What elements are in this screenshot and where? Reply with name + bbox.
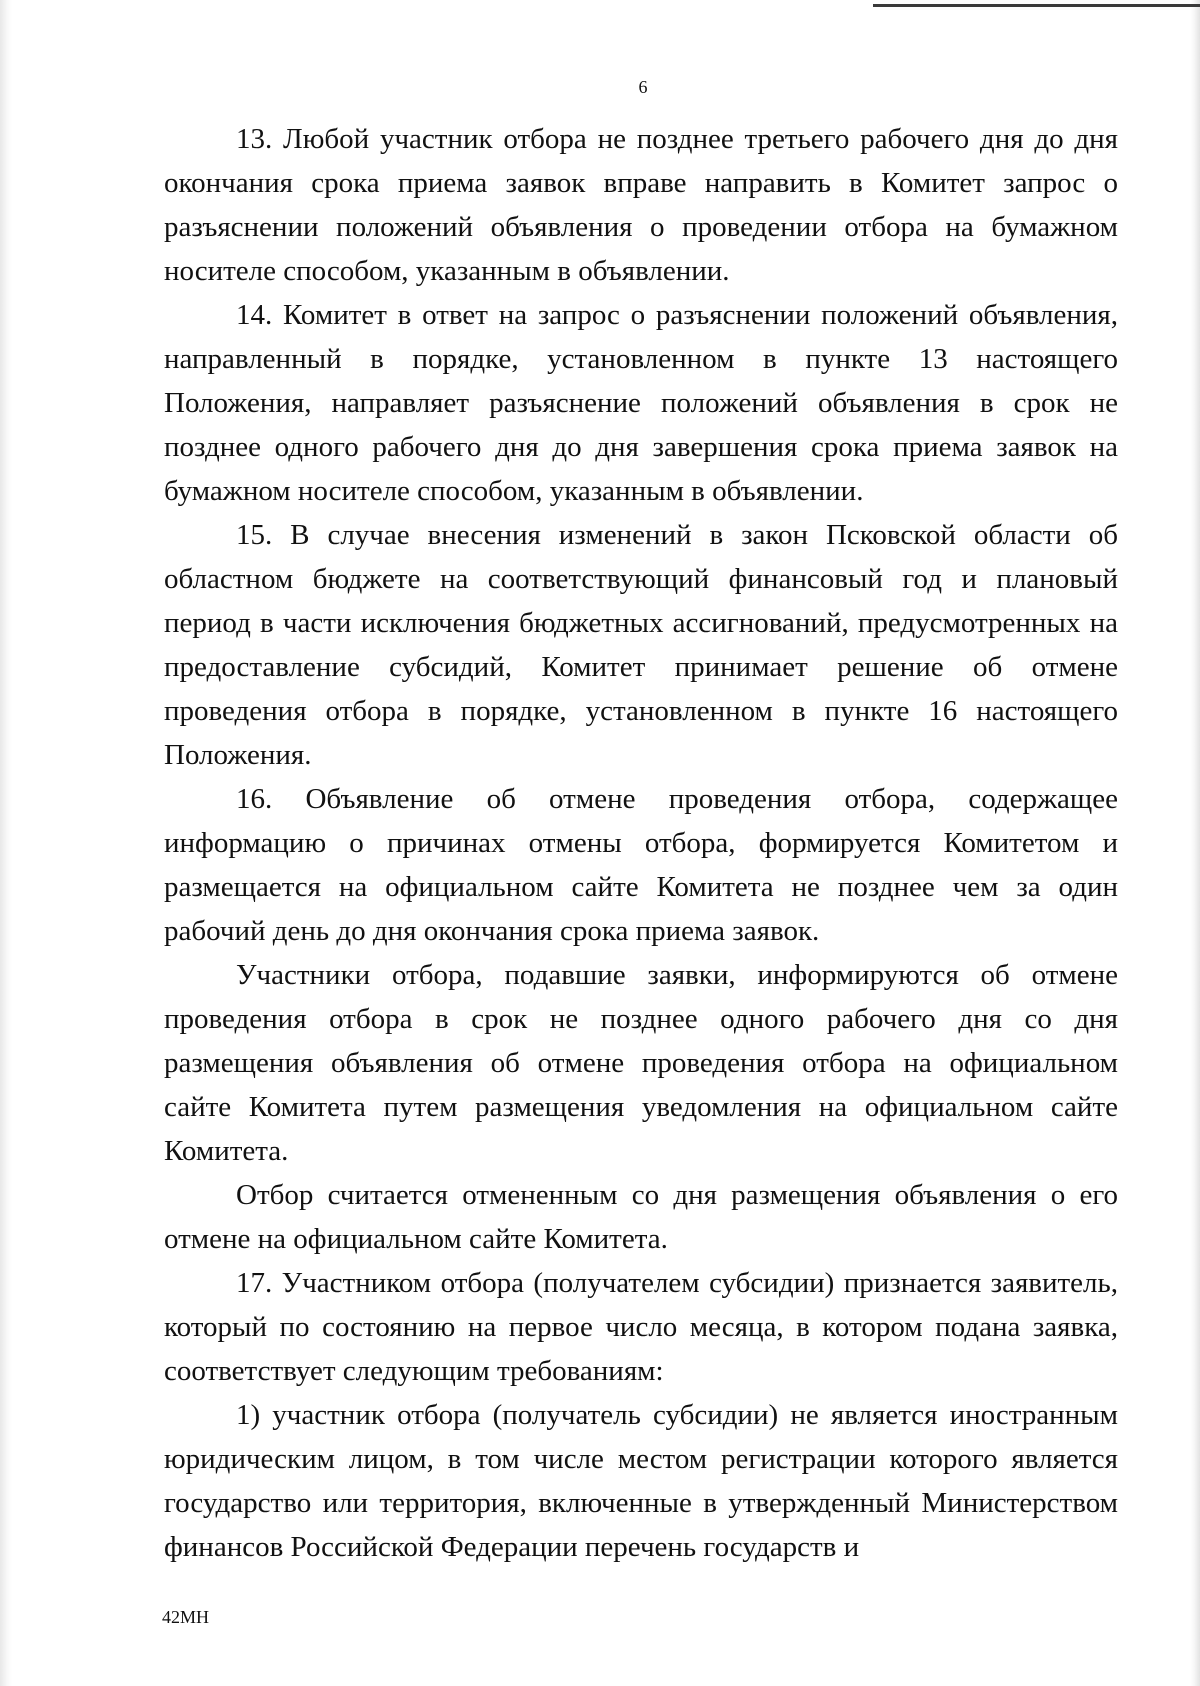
scan-shadow-right	[1190, 0, 1200, 1686]
paragraph-17: 17. Участником отбора (получателем субсидии) признается заявитель, который по состоянию на первое число месяца, в котором подана заявка, соответствует следующим требованиям:	[164, 1267, 1118, 1387]
paragraph-16-participants: Участники отбора, подавшие заявки, информируются об отмене проведения отбора в срок не позднее одного рабочего дня со дня размещения объявления об отмене проведения отбора на официальном сайте Комитета путем размещения уведомления на официальном сайте Комитета.	[164, 959, 1118, 1167]
paragraph-13: 13. Любой участник отбора не позднее третьего рабочего дня до дня окончания срока приема заявок вправе направить в Комитет запрос о разъяснении положений объявления о проведении отбора на бумажном носителе способом, указанным в объявлении.	[164, 123, 1118, 287]
scan-shadow-left	[0, 0, 12, 1686]
document-body	[164, 117, 1118, 1569]
paragraph-16-cancelled: Отбор считается отмененным со дня размещения объявления о его отмене на официальном сайте Комитета.	[164, 1179, 1118, 1255]
paragraph-16: 16. Объявление об отмене проведения отбора, содержащее информацию о причинах отмены отбора, формируется Комитетом и размещается на официальном сайте Комитета не позднее чем за один рабочий день до дня окончания срока приема заявок.	[164, 783, 1118, 947]
scan-artifact-line	[873, 4, 1200, 7]
paragraph-15: 15. В случае внесения изменений в закон Псковской области об областном бюджете на соответствующий финансовый год и плановый период в части исключения бюджетных ассигнований, предусмотренных на предоставление субсидий, Комитет принимает решение об отмене проведения отбора в порядке, установленном в пункте 16 настоящего Положения.	[164, 519, 1118, 771]
page-number: 6	[638, 77, 648, 97]
paragraph-14: 14. Комитет в ответ на запрос о разъяснении положений объявления, направленный в порядке, установленном в пункте 13 настоящего Положения, направляет разъяснение положений объявления в срок не позднее одного рабочего дня до дня завершения срока приема заявок на бумажном носителе способом, указанным в объявлении.	[164, 299, 1118, 507]
paragraph-17-item-1: 1) участник отбора (получатель субсидии) не является иностранным юридическим лицом, в том числе местом регистрации которого является государство или территория, включенные в утвержденный Министерством финансов Российской Федерации перечень государств и	[164, 1399, 1118, 1563]
footer-document-code: 42МН	[162, 1607, 210, 1627]
